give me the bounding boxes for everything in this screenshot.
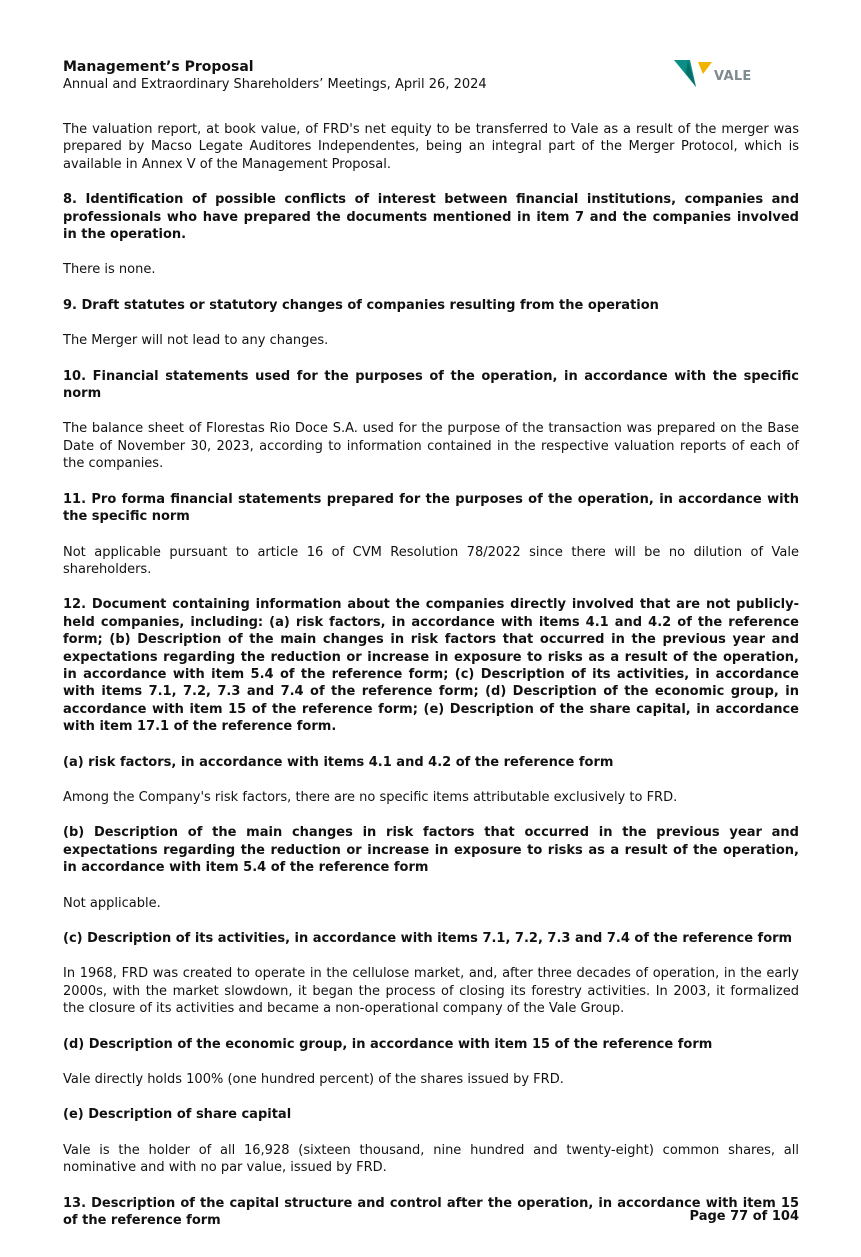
- item-11-answer: Not applicable pursuant to article 16 of CVM Resolution 78/2022 since there will be no dilution of Vale shareholders.: [63, 544, 799, 577]
- item-12d-answer: Vale directly holds 100% (one hundred percent) of the shares issued by FRD.: [63, 1072, 564, 1088]
- page-header: [63, 59, 487, 93]
- logo-text: VALE: [714, 69, 752, 84]
- valuation-report-paragraph: The valuation report, at book value, of FRD's net equity to be transferred to Vale as a result of the merger was prepared by Macso Legate Auditores Independentes, being an integral part of the Merger Protocol, which is available in Annex V of the Management Proposal.: [63, 122, 799, 172]
- item-12c-heading: (c) Description of its activities, in accordance with items 7.1, 7.2, 7.3 and 7.4 of the reference form: [63, 931, 793, 946]
- item-12e-heading: (e) Description of share capital: [63, 1107, 292, 1123]
- item-12-heading: 12. Document containing information about the companies directly involved that are not publicly-held companies, including: (a) risk factors, in accordance with items 4.1 and 4.2 of the reference form; (b) Description of the main changes in risk factors that occurred in the previous year and expectations regarding the reduction or increase in exposure to risks as a result of the operation, in accordance with item 5.4 of the reference form; (c) Description of its activities, in accordance with items 7.1, 7.2, 7.3 and 7.4 of the reference form; (d) Description of the economic group, in accordance with item 15 of the reference form; (e) Description of the share capital, in accordance with item 17.1 of the reference form.: [63, 597, 799, 735]
- item-8-answer: There is none.: [63, 262, 156, 278]
- item-10-heading: 10. Financial statements used for the purposes of the operation, in accordance with the specific norm: [63, 368, 799, 402]
- document-title: Management’s Proposal: [63, 59, 254, 75]
- item-9-answer: The Merger will not lead to any changes.: [63, 333, 329, 349]
- item-12d-heading: (d) Description of the economic group, in accordance with item 15 of the reference form: [63, 1036, 713, 1052]
- item-13-heading: 13. Description of the capital structure and control after the operation, in accordance with item 15 of the reference form: [63, 1195, 799, 1229]
- page-number: Page 77 of 104: [689, 1209, 799, 1224]
- vale-logo: [674, 57, 764, 91]
- item-10-answer: The balance sheet of Florestas Rio Doce S.A. used for the purpose of the transaction was prepared on the Base Date of November 30, 2023, according to information contained in the respective valuation reports of each of the companies.: [63, 421, 799, 472]
- vale-logo-icon: [674, 57, 714, 89]
- item-11-heading: 11. Pro forma financial statements prepared for the purposes of the operation, in accordance with the specific norm: [63, 491, 799, 525]
- item-9-heading: 9. Draft statutes or statutory changes of companies resulting from the operation: [63, 297, 659, 313]
- item-12e-answer: Vale is the holder of all 16,928 (sixteen thousand, nine hundred and twenty-eight) common shares, all nominative and with no par value, issued by FRD.: [63, 1142, 799, 1176]
- item-12b-answer: Not applicable.: [63, 895, 161, 911]
- document-body: [63, 121, 799, 1229]
- document-subtitle: Annual and Extraordinary Shareholders’ Meetings, April 26, 2024: [63, 77, 487, 92]
- item-12a-answer: Among the Company's risk factors, there are no specific items attributable exclusively to FRD.: [63, 789, 678, 805]
- item-12b-heading: (b) Description of the main changes in risk factors that occurred in the previous year and expectations regarding the reduction or increase in exposure to risks as a result of the operation, in accordance with item 5.4 of the reference form: [63, 825, 799, 876]
- item-12a-heading: (a) risk factors, in accordance with items 4.1 and 4.2 of the reference form: [63, 754, 614, 770]
- item-12c-answer: In 1968, FRD was created to operate in the cellulose market, and, after three decades of operation, in the early 2000s, with the market slowdown, it began the process of closing its forestry activities. In 2003, it formalized the closure of its activities and became a non-operational company of the Vale Group.: [63, 966, 799, 1017]
- item-8-heading: 8. Identification of possible conflicts of interest between financial institutions, companies and professionals who have prepared the documents mentioned in item 7 and the companies involved in the operation.: [63, 192, 799, 243]
